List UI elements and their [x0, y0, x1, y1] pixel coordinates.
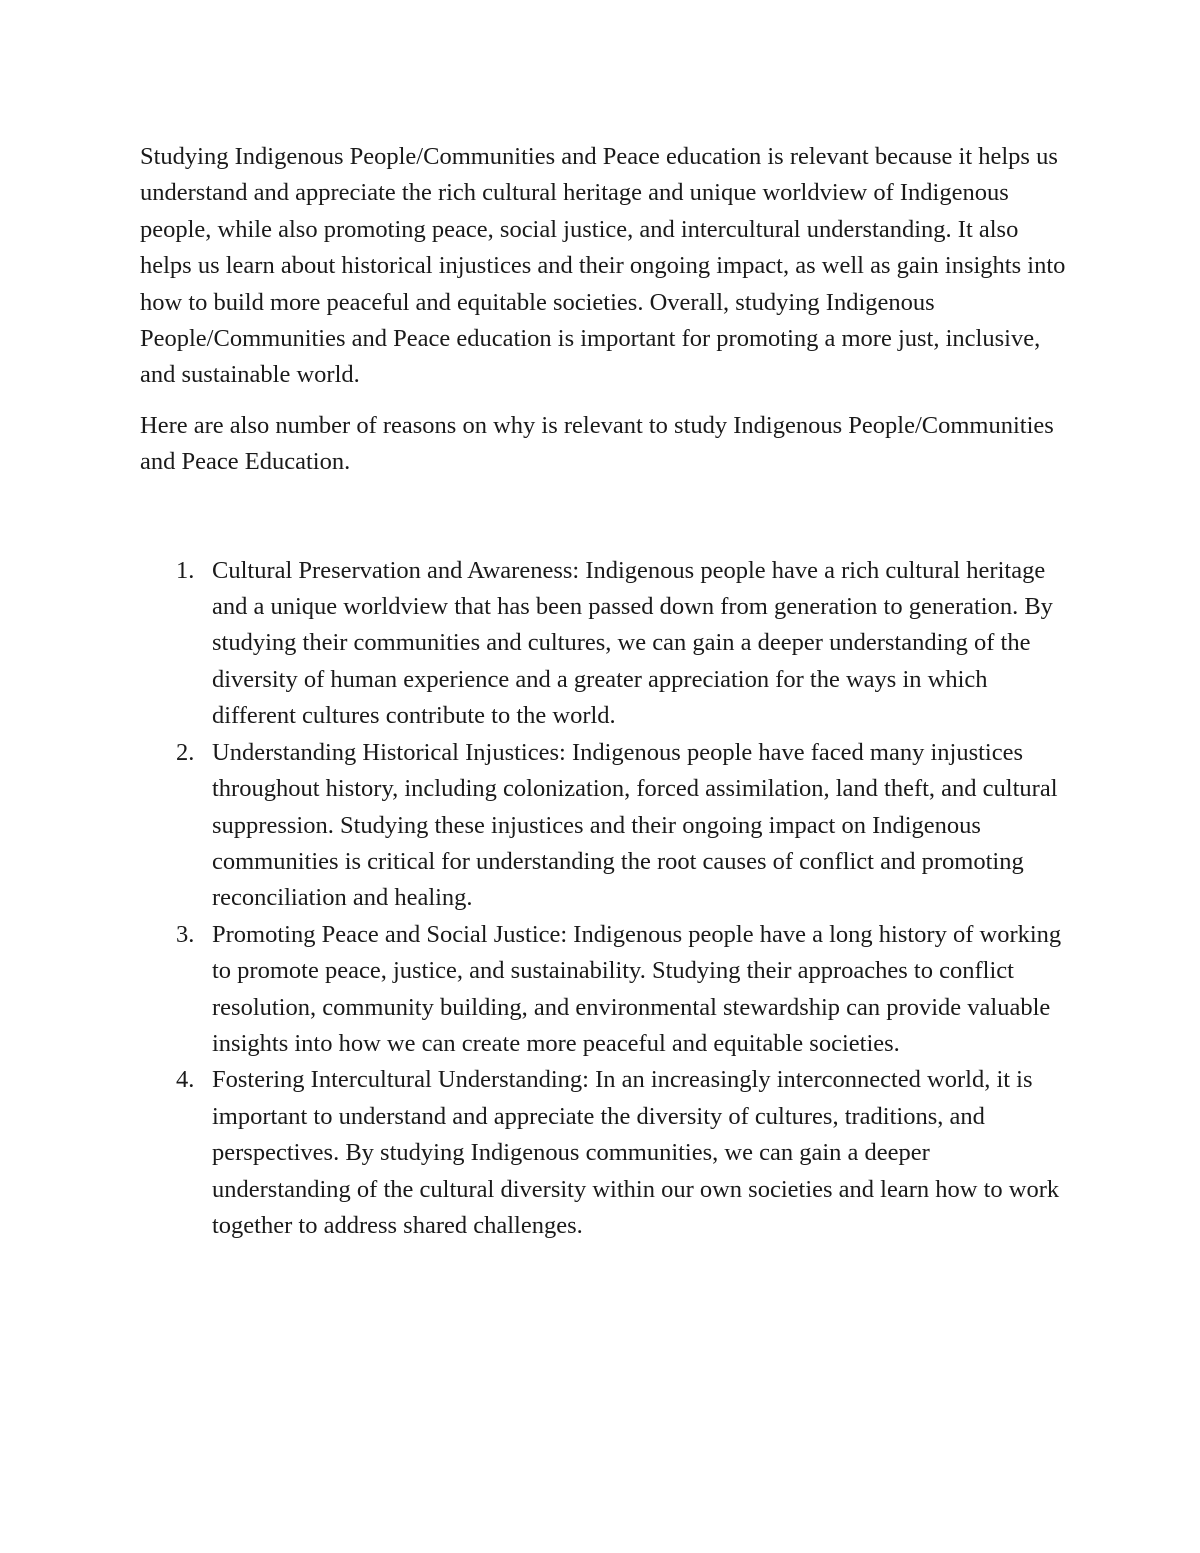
reason-number: 2. — [176, 738, 195, 766]
document-body — [140, 139, 1070, 1244]
reason-number: 1. — [176, 556, 195, 584]
intro-paragraph: Studying Indigenous People/Communities and Peace education is relevant because it helps us understand and appreciate the rich cultural heritage and unique worldview of Indigenous people, while also promoting peace, social justice, and intercultural understanding. It also helps us learn about historical injustices and their ongoing impact, as well as gain insights into how to build more peaceful and equitable societies. Overall, studying Indigenous People/Communities and Peace education is important for promoting a more just, inclusive, and sustainable world. — [140, 143, 1066, 389]
reason-item-intercultural-understanding — [140, 1062, 1070, 1244]
reason-item-cultural-preservation — [140, 553, 1070, 735]
reason-text: Fostering Intercultural Understanding: In an increasingly interconnected world, it is important to understand and appreciate the diversity of cultures, traditions, and perspectives. By studying Indigenous communities, we can gain a deeper understanding of the cultural diversity within our own societies and learn how to work together to address shared challenges. — [212, 1066, 1060, 1239]
reason-text: Promoting Peace and Social Justice: Indigenous people have a long history of working to promote peace, justice, and sustainability. Studying their approaches to conflict resolution, community building, and environmental stewardship can provide valuable insights into how we can create more peaceful and equitable societies. — [212, 920, 1062, 1057]
reasons-list — [140, 553, 1070, 1245]
reason-number: 3. — [176, 920, 195, 948]
reason-item-peace-social-justice — [140, 917, 1070, 1063]
reason-text: Cultural Preservation and Awareness: Indigenous people have a rich cultural heritage and a unique worldview that has been passed down from generation to generation. By studying their communities and cultures, we can gain a deeper understanding of the diversity of human experience and a greater appreciation for the ways in which different cultures contribute to the world. — [212, 556, 1053, 730]
reason-number: 4. — [176, 1066, 195, 1094]
reason-item-historical-injustices — [140, 735, 1070, 917]
reasons-intro-paragraph: Here are also number of reasons on why is relevant to study Indigenous People/Communities and Peace Education. — [140, 411, 1054, 476]
reason-text: Understanding Historical Injustices: Indigenous people have faced many injustices throughout history, including colonization, forced assimilation, land theft, and cultural suppression. Studying these injustices and their ongoing impact on Indigenous communities is critical for understanding the root causes of conflict and promoting reconciliation and healing. — [212, 738, 1058, 912]
